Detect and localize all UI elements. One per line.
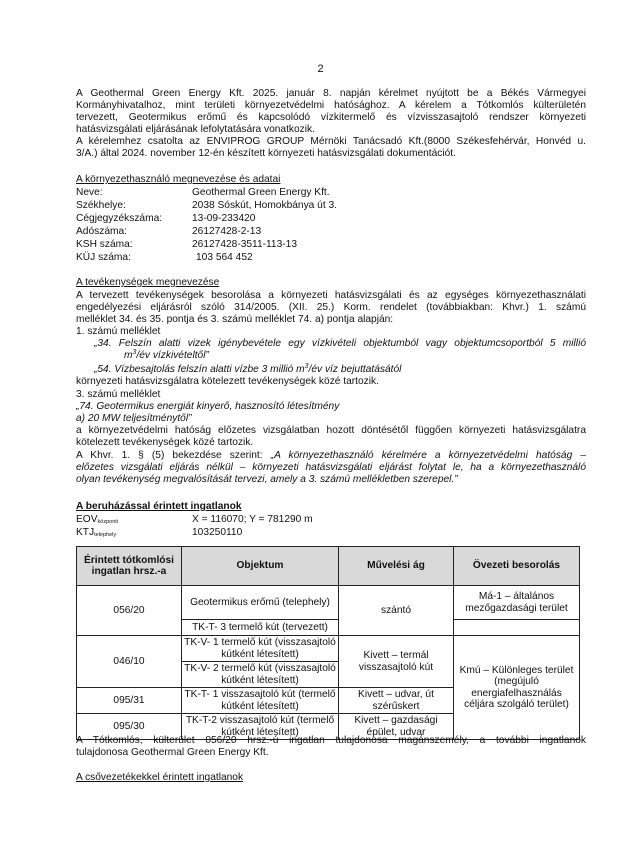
item-74-line-1: „74. Geotermikus energiát kinyerő, hasznosító létesítmény — [76, 401, 340, 412]
ktj-value: 103250110 — [192, 527, 243, 538]
cell-object: Geotermikus erőmű (telephely) — [182, 586, 339, 620]
intro-line-3: tervezett, Geotermikus erőmű és kapcsolódó vízkitermelő és vízvisszasajtoló rendszer környezeti — [76, 112, 586, 123]
khvr-line-3: olyan tevékenység megvalósítását tervezi, amely a 3. számú mellékletben szerepel.” — [76, 474, 458, 485]
cell-object: TK-T- 3 termelő kút (tervezett) — [182, 620, 339, 636]
prelim-line-2: kötelezett tevékenységek közé tartozik. — [76, 437, 254, 448]
item-34-line-1: „34. Felszín alatti vizek igénybevétele egy vízkivételi objektumból vagy objektumcsoportból 5 millió — [94, 338, 586, 349]
intro-line-2: Kormányhivatalhoz, mint területi környezetvédelmi hatósághoz. A kérelem a Tótkomlós külterületén — [76, 100, 586, 111]
cell-zone: Kmú – Különleges terület (megújuló energiafelhasználás céljára szolgáló terület) — [454, 636, 580, 740]
cell-hrsz: 095/30 — [77, 714, 182, 740]
item-54-line: „54. Vízbesajtolás felszín alatti vízbe 3 millió $m^3/év$ víz bejuttatásától — [94, 363, 402, 375]
header-cultivation: Művelési ág — [339, 547, 454, 586]
intro-line-5: A kérelemhez csatolta az ENVIPROG GROUP Mérnöki Tanácsadó Kft.(8000 Székesfehérvár, Honvéd u. — [76, 136, 586, 147]
user-label-ksh: KSH száma: — [76, 239, 133, 250]
cell-cultivation: Kivett – termál visszasajtoló kút — [339, 636, 454, 688]
eov-label: $EOV_{központi}$ — [76, 514, 119, 525]
pipeline-heading: A csővezetékekkel érintett ingatlanok — [76, 772, 244, 783]
cell-hrsz: 056/20 — [77, 586, 182, 636]
cell-object: TK-V- 1 termelő kút (visszasajtoló kútként létesített) — [182, 636, 339, 662]
user-value-name: Geothermal Green Energy Kft. — [192, 187, 330, 198]
khvr-line-1: A Khvr. 1. § (5) bekezdése szerint: „A környezethasználó kérelmére a környezetvédelmi hatóság – — [76, 450, 586, 461]
cell-zone-blank — [454, 620, 580, 636]
cell-cultivation: Kivett – gazdasági épület, udvar — [339, 714, 454, 740]
prelim-line-1: a környezetvédelmi hatóság előzetes vizsgálatban hozott döntésétől függően környezeti hatásvizsgálatra — [76, 425, 586, 436]
khvr-line-2: előzetes vizsgálati eljárás nélkül – környezeti hatásvizsgálati eljárást folytat le, ha a környezethasználó — [76, 462, 586, 473]
cell-object: TK-T-2 visszasajtoló kút (termelő kútként létesített) — [182, 714, 339, 740]
cell-zone: Má-1 – általános mezőgazdasági terület — [454, 586, 580, 620]
cell-object: TK-T- 1 visszasajtoló kút (termelő kútként létesített) — [182, 688, 339, 714]
mandatory-line: környezeti hatásvizsgálatra kötelezett tevékenységek közé tartozik. — [76, 376, 379, 387]
cell-hrsz: 046/10 — [77, 636, 182, 688]
header-hrsz: Érintett tótkomlósi ingatlan hrsz.-a — [77, 547, 182, 586]
user-value-tax: 26127428-2-13 — [192, 226, 262, 237]
user-value-kuj: 103 564 452 — [196, 252, 253, 263]
ktj-label: $KTJ_{telephely}$ — [76, 527, 117, 538]
intro-line-6: 3/A.) által 2024. november 12-én készített környezeti hatásvizsgálati dokumentációt. — [76, 148, 456, 159]
activities-line-2: engedélyezési eljárásról szóló 314/2005. (XII. 25.) Korm. rendelet (továbbiakban: Khvr.) 1. számú — [76, 302, 586, 313]
annex-1-label: 1. számú melléklet — [76, 326, 161, 337]
intro-line-1: A Geothermal Green Energy Kft. 2025. január 8. napján kérelmet nyújtott be a Békés Vármegyei — [76, 88, 586, 99]
property-table — [76, 546, 580, 740]
owner-line-1: A Tótkomlós, külterület 056/20 hrsz.-ú ingatlan tulajdonosa magánszemély, a további ingatlanok — [76, 735, 586, 746]
page-number: 2 — [317, 63, 324, 75]
user-label-kuj: KÜJ száma: — [76, 252, 131, 263]
header-zone: Övezeti besorolás — [454, 547, 580, 586]
table-row — [77, 636, 580, 662]
cell-object: TK-V- 2 termelő kút (visszasajtoló kútként létesített) — [182, 662, 339, 688]
property-heading: A beruházással érintett ingatlanok — [76, 501, 242, 512]
table-row — [77, 586, 580, 620]
activities-line-3: melléklet 34. és 35. pontja és 3. számú melléklet 74. a) pontja alapján: — [76, 314, 394, 325]
cell-cultivation: Kivett – udvar, út szérűskert — [339, 688, 454, 714]
user-value-ksh: 26127428-3511-113-13 — [192, 239, 297, 250]
user-value-seat: 2038 Sóskút, Homokbánya út 3. — [192, 200, 337, 211]
user-label-seat: Székhelye: — [76, 200, 126, 211]
annex-3-label: 3. számú melléklet — [76, 389, 161, 400]
cell-cultivation: szántó — [339, 586, 454, 636]
item-74-line-2: a) 20 MW teljesítménytől” — [76, 413, 192, 424]
user-label-tax: Adószáma: — [76, 226, 127, 237]
activities-heading: A tevékenységek megnevezése — [76, 277, 220, 288]
header-object: Objektum — [182, 547, 339, 586]
eov-value: X = 116070; Y = 781290 m — [192, 514, 313, 525]
activities-line-1: A tervezett tevékenységek besorolása a környezeti hatásvizsgálati és az egységes környezethasználati — [76, 290, 586, 301]
item-34-line-2: $m^3/év$ vízkivételtől” — [124, 349, 209, 361]
intro-line-4: hatásvizsgálati eljárásának lefolytatására vonatkozik. — [76, 124, 315, 135]
user-section-heading: A környezethasználó megnevezése és adatai — [76, 174, 281, 185]
user-value-reg: 13-09-233420 — [192, 213, 256, 224]
user-label-name: Neve: — [76, 187, 103, 198]
user-label-reg: Cégjegyzékszáma: — [76, 213, 163, 224]
table-header-row — [77, 547, 580, 586]
cell-hrsz: 095/31 — [77, 688, 182, 714]
owner-line-2: tulajdonosa Geothermal Green Energy Kft. — [76, 747, 269, 758]
